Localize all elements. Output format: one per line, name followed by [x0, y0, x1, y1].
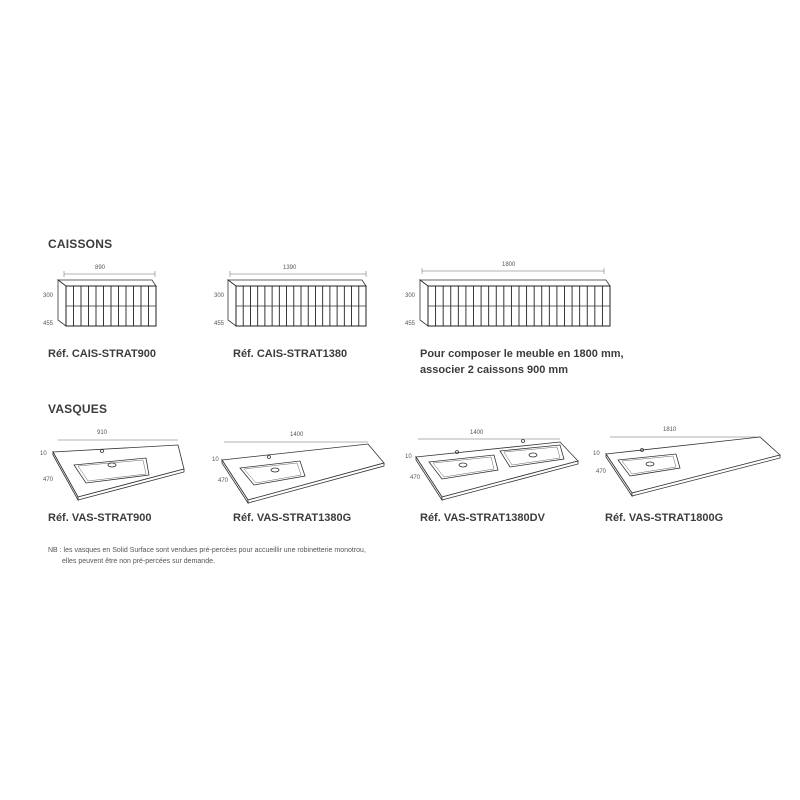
caisson-ref-line2: associer 2 caissons 900 mm [420, 364, 568, 376]
caisson-depth-label: 455 [405, 321, 416, 327]
vasque-ref: Réf. VAS-STRAT900 [48, 512, 152, 524]
vasque-depth-label: 470 [410, 475, 421, 481]
caisson-ref: Réf. CAIS-STRAT900 [48, 348, 156, 360]
vasque-ref: Réf. VAS-STRAT1380DV [420, 512, 545, 524]
vasque-thickness-label: 10 [212, 457, 219, 463]
vasque-thickness-label: 10 [40, 451, 47, 457]
caisson-width-label: 1390 [283, 265, 297, 271]
caisson-ref-line1: Pour composer le meuble en 1800 mm, [420, 348, 624, 360]
vasque-depth-label: 470 [596, 469, 607, 475]
vasque-width-label: 1810 [663, 427, 677, 433]
caisson-ref: Réf. CAIS-STRAT1380 [233, 348, 348, 360]
caisson-height-label: 300 [43, 293, 54, 299]
note-line-2: elles peuvent être non pré-percées sur demande. [62, 558, 215, 565]
vasque-thickness-label: 10 [593, 451, 600, 457]
caisson-depth-label: 455 [43, 321, 54, 327]
vasque-depth-label: 470 [43, 477, 54, 483]
caisson-height-label: 300 [405, 293, 416, 299]
caisson-width-label: 1800 [502, 262, 516, 268]
vasque-width-label: 910 [97, 430, 108, 436]
section-title-vasques: VASQUES [48, 402, 108, 416]
vasque-width-label: 1400 [470, 430, 484, 436]
vasque-thickness-label: 10 [405, 454, 412, 460]
note-line-1: NB : les vasques en Solid Surface sont vendues pré-percées pour accueillir une robinetterie monotrou, [48, 547, 366, 554]
section-title-caissons: CAISSONS [48, 237, 113, 251]
vasque-width-label: 1400 [290, 432, 304, 438]
vasque-depth-label: 470 [218, 478, 229, 484]
vasque-ref: Réf. VAS-STRAT1380G [233, 512, 352, 524]
caisson-height-label: 300 [214, 293, 225, 299]
vasque-ref: Réf. VAS-STRAT1800G [605, 512, 724, 524]
caisson-width-label: 890 [95, 265, 106, 271]
caisson-depth-label: 455 [214, 321, 225, 327]
